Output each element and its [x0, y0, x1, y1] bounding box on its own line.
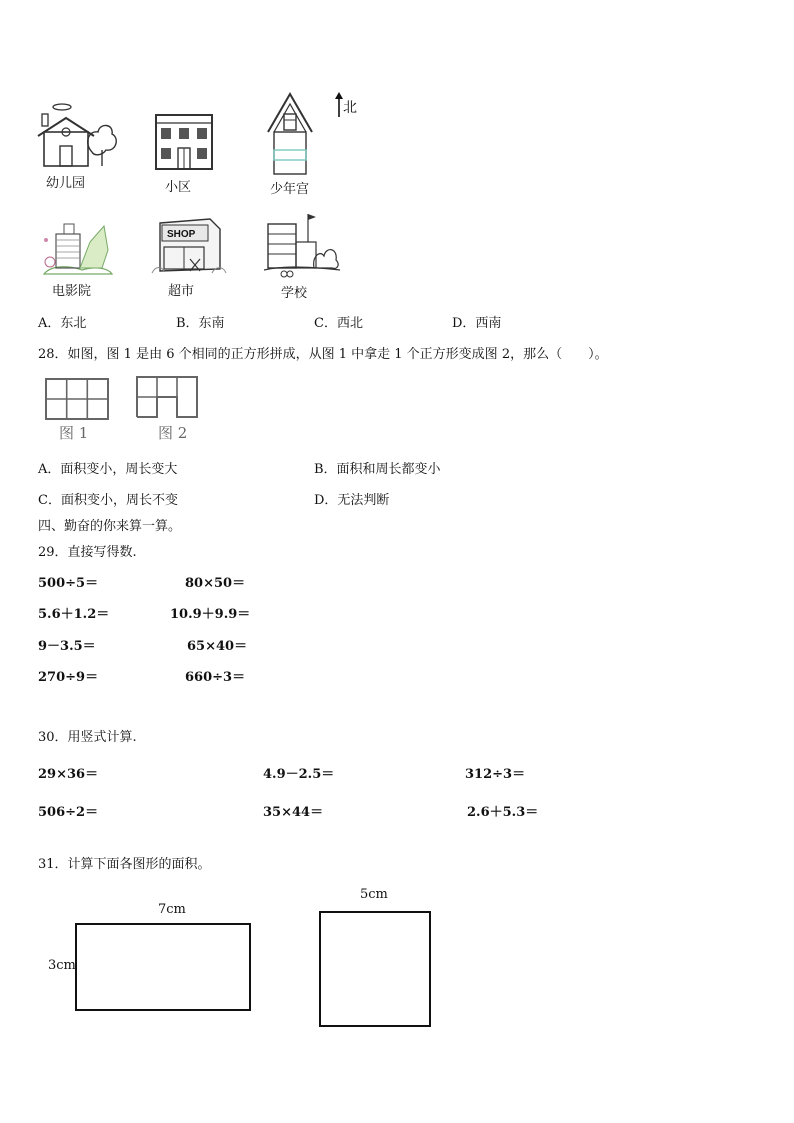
place-label-school: 学校: [281, 286, 308, 301]
square-shape: [319, 911, 431, 1027]
place-label-cinema: 电影院: [52, 284, 92, 299]
place-label-kindergarten: 幼儿园: [46, 176, 86, 191]
school-icon: [262, 212, 342, 278]
place-label-residential: 小区: [165, 180, 192, 195]
q30-title: 30．用竖式计算.: [38, 730, 137, 745]
q28-option-d: D．无法判断: [314, 493, 390, 508]
supermarket-icon: [150, 215, 226, 275]
q27-option-d: D．西南: [452, 316, 502, 331]
section-4-title: 四、勤奋的你来算一算。: [38, 519, 182, 534]
cinema-icon: [42, 220, 114, 276]
q30-item-6: 2.6＋5.3＝: [467, 805, 539, 820]
q31-title: 31．计算下面各图形的面积。: [38, 857, 211, 872]
q28-figure-1-label: 图 1: [59, 424, 89, 442]
q29-item-5: 9－3.5＝: [38, 639, 96, 654]
q28-figure-2-label: 图 2: [158, 424, 188, 442]
q28-option-b: B．面积和周长都变小: [314, 462, 441, 477]
q30-item-5: 35×44＝: [263, 805, 324, 820]
north-label: 北: [343, 100, 357, 116]
q27-option-b: B．东南: [176, 316, 225, 331]
q29-item-6: 65×40＝: [187, 639, 248, 654]
q30-item-3: 312÷3＝: [465, 767, 526, 782]
q28-option-c: C．面积变小，周长不变: [38, 493, 178, 508]
q29-item-2: 80×50＝: [185, 576, 246, 591]
rectangle-width-label: 7cm: [158, 902, 186, 917]
q30-item-2: 4.9－2.5＝: [263, 767, 335, 782]
place-label-supermarket: 超市: [168, 284, 195, 299]
q28-figure-1: [45, 378, 109, 420]
q29-item-8: 660÷3＝: [185, 670, 246, 685]
square-side-label: 5cm: [360, 887, 388, 902]
q29-item-7: 270÷9＝: [38, 670, 99, 685]
shop-sign-text: SHOP: [167, 229, 196, 240]
youth-palace-icon: [266, 92, 314, 176]
residential-icon: [155, 114, 213, 170]
q29-item-4: 10.9＋9.9＝: [170, 607, 251, 622]
q29-title: 29．直接写得数.: [38, 545, 137, 560]
q30-item-1: 29×36＝: [38, 767, 99, 782]
q29-item-3: 5.6＋1.2＝: [38, 607, 110, 622]
rectangle-height-label: 3cm: [48, 958, 76, 973]
q28-figure-2: [136, 376, 198, 418]
q27-option-a: A．东北: [38, 316, 87, 331]
q28-option-a: A．面积变小，周长变大: [38, 462, 178, 477]
kindergarten-icon: [36, 100, 118, 172]
place-label-youth-palace: 少年宫: [270, 182, 310, 197]
q30-item-4: 506÷2＝: [38, 805, 99, 820]
q27-option-c: C．西北: [314, 316, 363, 331]
q29-item-1: 500÷5＝: [38, 576, 99, 591]
q28-question: 28．如图，图 1 是由 6 个相同的正方形拼成，从图 1 中拿走 1 个正方形变成图 2，那么（ ）。: [38, 347, 608, 362]
rectangle-shape: [75, 923, 251, 1011]
